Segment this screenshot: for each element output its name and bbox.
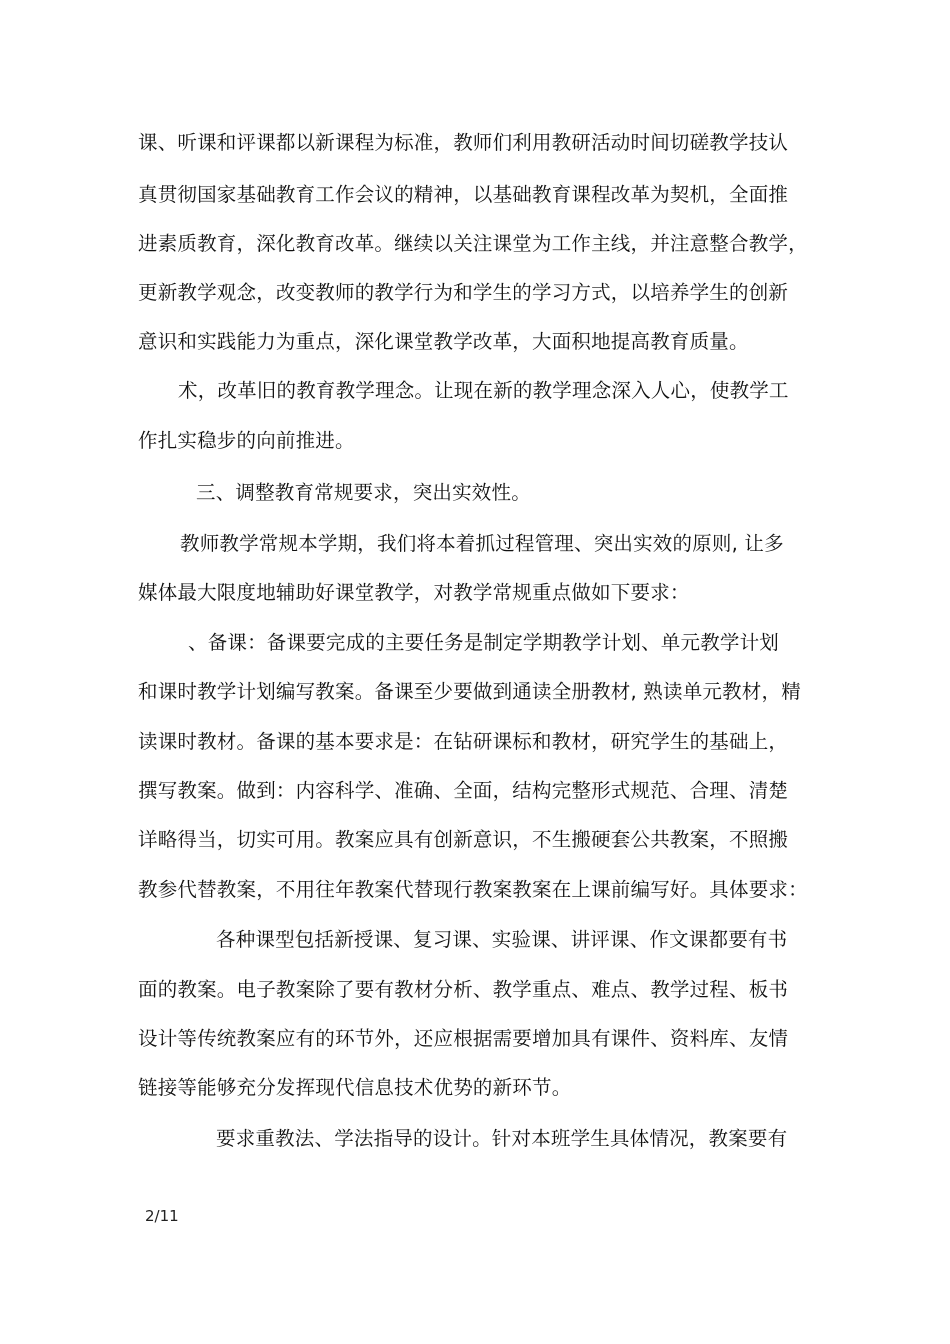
text-line-5: 意识和实践能力为重点，深化课堂教学改革，大面积地提高教育质量。 — [138, 330, 749, 353]
text-line-9: 教师教学常规本学期，我们将本着抓过程管理、突出实效的原则, 让多 — [180, 532, 784, 555]
text-line-3: 进素质教育，深化教育改革。继续以关注课堂为工作主线，并注意整合教学， — [138, 232, 808, 255]
text-line-12: 和课时教学计划编写教案。备课至少要做到通读全册教材, 熟读单元教材，精 — [138, 680, 801, 703]
text-line-18: 面的教案。电子教案除了要有教材分析、教学重点、难点、教学过程、板书 — [138, 978, 789, 1001]
text-line-14: 撰写教案。做到：内容科学、准确、全面，结构完整形式规范、合理、清楚 — [138, 779, 789, 802]
text-line-6: 术，改革旧的教育教学理念。让现在新的教学理念深入人心，使教学工 — [178, 379, 789, 402]
text-line-21: 要求重教法、学法指导的设计。针对本班学生具体情况，教案要有 — [216, 1127, 788, 1150]
text-line-1: 课、听课和评课都以新课程为标准，教师们利用教研活动时间切磋教学技认 — [138, 131, 789, 154]
text-line-4: 更新教学观念，改变教师的教学行为和学生的学习方式，以培养学生的创新 — [138, 281, 789, 304]
text-line-15: 详略得当，切实可用。教案应具有创新意识，不生搬硬套公共教案，不照搬 — [138, 828, 789, 851]
text-line-2: 真贯彻国家基础教育工作会议的精神，以基础教育课程改革为契机，全面推 — [138, 183, 789, 206]
text-line-17: 各种课型包括新授课、复习课、实验课、讲评课、作文课都要有书 — [216, 928, 788, 951]
text-line-13: 读课时教材。备课的基本要求是：在钻研课标和教材，研究学生的基础上， — [138, 730, 789, 753]
text-line-10: 媒体最大限度地辅助好课堂教学，对教学常规重点做如下要求： — [138, 581, 690, 604]
section-heading: 三、调整教育常规要求，突出实效性。 — [196, 481, 531, 504]
text-line-19: 设计等传统教案应有的环节外，还应根据需要增加具有课件、资料库、友情 — [138, 1027, 789, 1050]
text-line-16: 教参代替教案，不用往年教案代替现行教案教案在上课前编写好。具体要求： — [138, 878, 808, 901]
text-line-11: 、备课：备课要完成的主要任务是制定学期教学计划、单元教学计划 — [188, 631, 780, 654]
text-line-7: 作扎实稳步的向前推进。 — [138, 429, 355, 452]
page-number: 2/11 — [145, 1207, 179, 1225]
text-line-20: 链接等能够充分发挥现代信息技术优势的新环节。 — [138, 1076, 572, 1099]
